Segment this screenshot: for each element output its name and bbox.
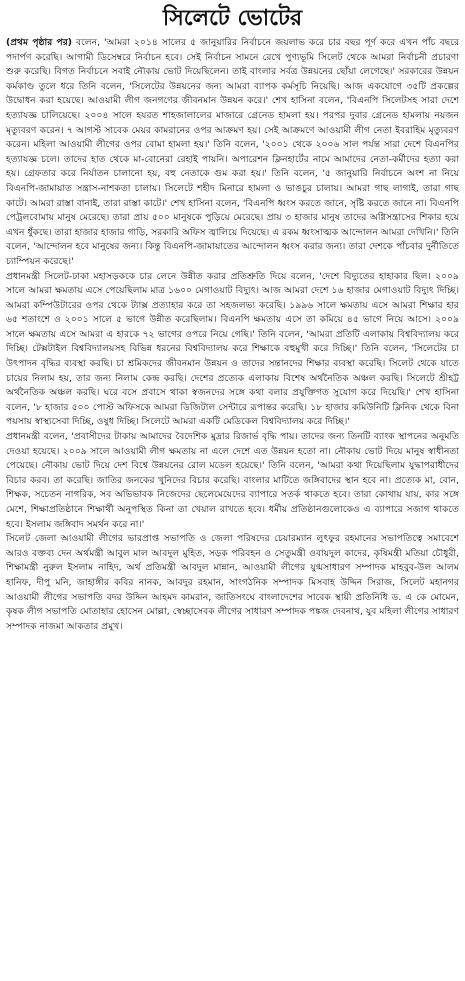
article-body [6,36,459,634]
paragraph-text: বলেন, 'আমরা ২০১৪ সালের ৫ জানুয়ারির নির্বাচনে জয়লাভ করে চার বছর পূর্ণ করে এখন পাঁচ বছরে পদার্পণ করেছি। আগামী ডিসেম্বরে নির্বাচন হবে। সেই নির্বাচন সামনে রেখে পুণ্যভূমি সিলেট থেকে আমরা নির্বাচনী প্রচারণা শুরু করেছি। বিগত নির্বাচনে সবাই নৌকায় ভোট দিয়েছিলেন। তাই বাংলার সর্বত্র উন্নয়নের ছোঁয়া লেগেছে।' সরকারের উন্নয়ন কর্মকাণ্ড তুলে ধরে তিনি বলেন, 'সিলেটের উন্নয়নের জন্য আমরা ব্যাপক কর্মসূচি নিয়েছি। আজ একযোগে ৩৫টি প্রকল্পের উদ্বোধন করা হয়েছে। আওয়ামী লীগ জনগণের জীবনমান উন্নয়ন করে।' শেখ হাসিনা বলেন, 'বিএনপি সিলেটসহ সারা দেশে হত্যাযজ্ঞ চালিয়েছে। ২০০৪ সালে হযরত শাহজালালের মাজারে গ্রেনেড হামলা হয়। পরপর দুবার গ্রেনেড হামলায় নয়জন মৃত্যুবরণ করেন। ৭ আগস্ট সাবেক মেয়র কামরানের ওপর আক্রমণ হয়। সেই আক্রমণে আওয়ামী লীগ নেতা ইবরাহিম মৃত্যুবরণ করেন। মহিলা আওয়ামী লীগের ওপর বোমা হামলা হয়।' তিনি বলেন, '২০০১ থেকে ২০০৬ সাল পর্যন্ত সারা দেশে বিএনপির হত্যাযজ্ঞ চলে। তাদের হাত থেকে মা-বোনেরা রেহাই পায়নি। অপারেশন ক্লিনহার্টের নামে আমাদের নেতা-কর্মীদের হত্যা করা হয়। গ্রেফতার করে নির্যাতন চালানো হয়, বহু নেতাকে গুম করা হয়।' তিনি বলেন, '৫ জানুয়ারি নির্বাচনে অংশ না নিয়ে বিএনপি-জামায়াত সন্ত্রাস-নাশকতা চালায়। সিলেটে শহীদ মিনারে হামলা ও ভাঙচুর চালায়। আমরা গাছ লাগাই, তারা গাছ কাটে। আমরা রাস্তা বানাই, তারা রাস্তা কাটে।' শেখ হাসিনা বলেন, 'বিএনপি ধ্বংস করতে জানে, সৃষ্টি করতে জানে না। বিএনপি পেট্রলবোমায় মানুষ মেরেছে। তারা প্রায় ৫০০ মানুষকে পুড়িয়ে মেরেছে। প্রায় ৩ হাজার মানুষ তাদের অগ্নিসন্ত্রাসের শিকার হয়ে এখন ধুঁকছে। তারা হাজার হাজার গাড়ি, সরকারি অফিস জ্বালিয়ে দিয়েছে। এ রকম ধ্বংসাত্মক আন্দোলন আমরা দেখিনি।' তিনি বলেন, 'আন্দোলন হবে মানুষের জন্য। কিন্তু বিএনপি-জামায়াতের আন্দোলন ধ্বংস করার জন্য। তারা দেশকে পাঁচবার দুর্নীতিতে চ্যাম্পিয়ন করেছে।' [6,37,459,267]
article-headline: সিলেটে ভোটের [162,5,303,31]
article-paragraph: প্রধানমন্ত্রী বলেন, 'প্রবাসীদের টাকায় আমাদের বৈদেশিক মুদ্রার রিজার্ভ বৃদ্ধি পায়। তাদের জন্য তিনটি ব্যাংক স্থাপনের অনুমতি দেওয়া হয়েছে। ২০০৯ সালে আওয়ামী লীগ ক্ষমতায় না এলে দেশে এত উন্নয়ন হতো না। নৌকায় ভোট দিয়ে মানুষ স্বাধীনতা পেয়েছে। নৌকায় ভোট দিয়ে দেশ বিশ্বে উন্নয়নের রোল মডেল হয়েছে।' তিনি বলেন, 'আমরা কথা দিয়েছিলাম যুদ্ধাপরাধীদের বিচার করব। তা করেছি। জাতির জনকের খুনিদের বিচার করেছি। বাংলার মাটিতে জঙ্গিবাদের স্থান হবে না। প্রত্যেক মা, বোন, শিক্ষক, সচেতন নাগরিক, সব অভিভাবক নিজেদের ছেলেমেয়েদের ব্যাপারে সতর্ক থাকতে হবে। তারা কোথায় যায়, কার সঙ্গে মেশে, শিক্ষাপ্রতিষ্ঠানে শিক্ষার্থী অনুপস্থিত কিনা তা খেয়াল রাখতে হবে। ধর্মীয় প্রতিষ্ঠানগুলোকেও এ ব্যাপারে সজাগ থাকতে হবে। ইসলাম জঙ্গিবাদ সমর্থন করে না।' [6,431,459,530]
article-paragraph [6,36,459,270]
article-paragraph: সিলেট জেলা আওয়ামী লীগের ভারপ্রাপ্ত সভাপতি ও জেলা পরিষদের চেয়ারম্যান লুৎফুর রহমানের সভাপতিত্বে সমাবেশে আরও বক্তব্য দেন অর্থমন্ত্রী আবুল মাল আবদুল মুহিত, সড়ক পরিবহন ও সেতুমন্ত্রী ওবায়দুল কাদের, কৃষিমন্ত্রী মতিয়া চৌধুরী, শিক্ষামন্ত্রী নুরুল ইসলাম নাহিদ, অর্থ প্রতিমন্ত্রী আবদুল মান্নান, আওয়ামী লীগের যুগ্মসাধারণ সম্পাদক মাহবুব-উল আলম হানিফ, দীপু মনি, জাহাঙ্গীর কবির নানক, আবদুর রহমান, সাংগঠনিক সম্পাদক মিসবাহ উদ্দিন সিরাজ, সিলেট মহানগর আওয়ামী লীগের সভাপতি বদর উদ্দিন আহমদ কামরান, জাতিসংঘে বাংলাদেশের সাবেক স্থায়ী প্রতিনিধি ড. এ কে মোমেন, কৃষক লীগ সভাপতি মোতাহার হোসেন মোল্লা, স্বেচ্ছাসেবক লীগের সাধারণ সম্পাদক পঙ্কজ দেবনাথ, যুব মহিলা লীগের সাধারণ সম্পাদক নাজমা আকতার প্রমুখ। [6,533,459,632]
article-paragraph: প্রধানমন্ত্রী সিলেট-ঢাকা মহাসড়ককে চার লেনে উন্নীত করার প্রতিশ্রুতি দিয়ে বলেন, 'দেশে বিদ্যুতের হাহাকার ছিল। ২০০৯ সালে আমরা ক্ষমতায় এসে পেয়েছিলাম মাত্র ১৬০০ মেগাওয়াট বিদ্যুৎ। আজ আমরা দেশে ১৬ হাজার মেগাওয়াট বিদ্যুৎ দিচ্ছি। আমরা কম্পিউটারের ওপর থেকে ট্যাক্স প্রত্যাহার করে তা সহজলভ্য করেছি। ১৯৯৬ সালে ক্ষমতায় এসে আমরা শিক্ষার হার ৬৫ শতাংশে ও ২০০১ সালে ৫ ভাগে উন্নীত করেছিলাম। বিএনপি ক্ষমতায় এসে তা কমিয়ে ৪৫ ভাগে নিয়ে আসে। ২০০৯ সালে ক্ষমতায় এসে আমরা এ হারকে ৭২ ভাগের ওপরে নিয়ে গেছি।' তিনি বলেন, 'আমরা প্রতিটি এলাকায় বিশ্ববিদ্যালয় করে দিচ্ছি। টেক্সটাইল বিশ্ববিদ্যালয়সহ বিভিন্ন ধরনের বিশ্ববিদ্যালয় করে শিক্ষাকে বহুমুখী করে দিচ্ছি।' তিনি বলেন, 'সিলেটের চা উৎপাদন বৃদ্ধির ব্যবস্থা করছি। চা শ্রমিকদের জীবনমান উন্নয়ন ও তাদের সন্তানদের শিক্ষার ব্যবস্থা করেছি। সিলেট থেকে যাতে চায়ের নিলাম হয়, তার জন্য নিলাম কেন্দ্র করছি। দেশের প্রত্যেক এলাকায় বিশেষ অর্থনৈতিক অঞ্চল করছি। সিলেটে শ্রীহট্ট অর্থনৈতিক অঞ্চল করছি। ঘরে বসে প্রবাসে থাকা স্বজনদের সঙ্গে কথা বলার প্রযুক্তিগত সুযোগ করে দিয়েছি।' শেখ হাসিনা বলেন, '৮ হাজার ৫০০ পোস্ট অফিসকে আমরা ডিজিটাল সেন্টারে রূপান্তর করেছি। ১৮ হাজার কমিউনিটি ক্লিনিক থেকে বিনা পয়সায় স্বাস্থ্যসেবা দিচ্ছি, ওষুধ দিচ্ছি। সিলেটে আমরা একটি মেডিকেল বিশ্ববিদ্যালয় করে দিচ্ছি।' [6,270,459,428]
continuation-label: (প্রথম পৃষ্ঠার পর) [6,37,72,48]
